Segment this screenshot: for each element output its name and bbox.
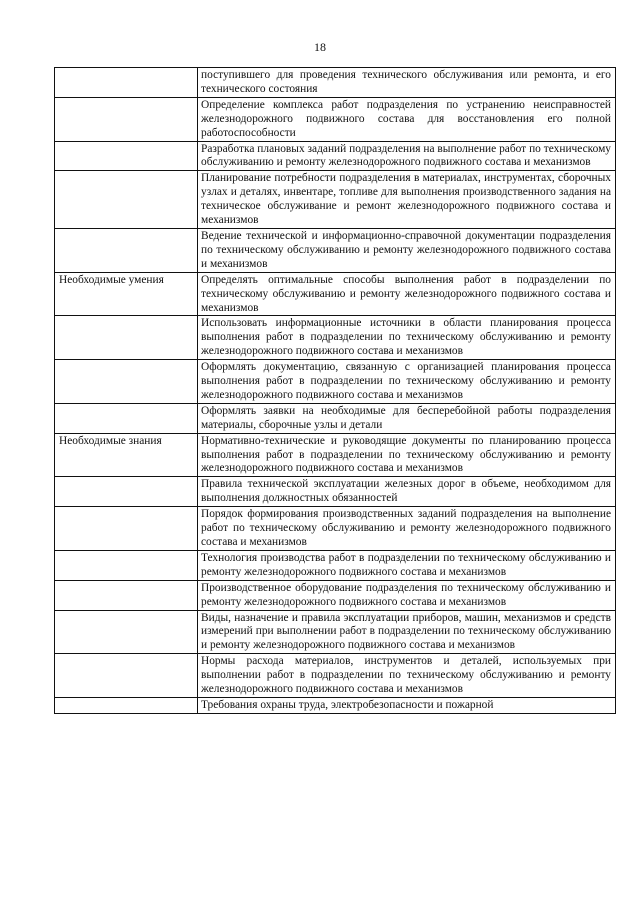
row-label-empty (55, 654, 198, 698)
table-cell-text: Требования охраны труда, электробезопасности и пожарной (198, 697, 616, 713)
table-row (55, 580, 616, 610)
table-row (55, 403, 616, 433)
row-label-empty (55, 316, 198, 360)
row-label-empty (55, 507, 198, 551)
table-row (55, 316, 616, 360)
row-label-empty (55, 68, 198, 98)
section-label-skills: Необходимые умения (55, 272, 198, 316)
table-cell-text: Нормы расхода материалов, инструментов и деталей, используемых при выполнении работ в подразделении по техническому обслуживанию и ремонту железнодорожного подвижного состава и механизмов (198, 654, 616, 698)
table-cell-text: Правила технической эксплуатации железных дорог в объеме, необходимом для выполнения должностных обязанностей (198, 477, 616, 507)
table-row (55, 654, 616, 698)
row-label-empty (55, 550, 198, 580)
row-label-empty (55, 171, 198, 229)
table-cell-text: Виды, назначение и правила эксплуатации приборов, машин, механизмов и средств измерений при выполнении работ в подразделении по техническому обслуживанию и ремонту железнодорожного подвижного состава и механизмов (198, 610, 616, 654)
table-cell-text: Разработка плановых заданий подразделения на выполнение работ по техническому обслуживанию и ремонту железнодорожного подвижного состава и механизмов (198, 141, 616, 171)
page-number: 18 (314, 40, 326, 54)
row-label-empty (55, 610, 198, 654)
row-label-empty (55, 97, 198, 141)
table-row (55, 272, 616, 316)
table-row (55, 507, 616, 551)
table-cell-text: Нормативно-технические и руководящие документы по планированию процесса выполнения работ в подразделении по техническому обслуживанию и ремонту железнодорожного подвижного состава и механизмов (198, 433, 616, 477)
row-label-empty (55, 697, 198, 713)
section-label-knowledge: Необходимые знания (55, 433, 198, 477)
table-row (55, 97, 616, 141)
table-cell-text: Технология производства работ в подразделении по техническому обслуживанию и ремонту железнодорожного подвижного состава и механизмов (198, 550, 616, 580)
table-row (55, 360, 616, 404)
row-label-empty (55, 228, 198, 272)
table-cell-text: поступившего для проведения технического обслуживания или ремонта, и его технического состояния (198, 68, 616, 98)
table-cell-text: Определение комплекса работ подразделения по устранению неисправностей железнодорожного подвижного состава для восстановления его полной работоспособности (198, 97, 616, 141)
table-row (55, 550, 616, 580)
row-label-empty (55, 360, 198, 404)
table-row (55, 68, 616, 98)
competency-table (54, 67, 616, 714)
row-label-empty (55, 141, 198, 171)
table-cell-text: Производственное оборудование подразделения по техническому обслуживанию и ремонту железнодорожного подвижного состава и механизмов (198, 580, 616, 610)
table-row (55, 610, 616, 654)
table-cell-text: Определять оптимальные способы выполнения работ в подразделении по техническому обслуживанию и ремонту железнодорожного подвижного состава и механизмов (198, 272, 616, 316)
table-cell-text: Оформлять документацию, связанную с организацией планирования процесса выполнения работ в подразделении по техническому обслуживанию и ремонту железнодорожного подвижного состава и механизмов (198, 360, 616, 404)
table-cell-text: Порядок формирования производственных заданий подразделения на выполнение работ по техническому обслуживанию и ремонту железнодорожного подвижного состава и механизмов (198, 507, 616, 551)
row-label-empty (55, 403, 198, 433)
table-row (55, 477, 616, 507)
row-label-empty (55, 477, 198, 507)
table-cell-text: Оформлять заявки на необходимые для бесперебойной работы подразделения материалы, сборочные узлы и детали (198, 403, 616, 433)
table-row (55, 141, 616, 171)
table-row (55, 228, 616, 272)
table-row (55, 697, 616, 713)
table-cell-text: Использовать информационные источники в области планирования процесса выполнения работ в подразделении по техническому обслуживанию и ремонту железнодорожного подвижного состава и механизмов (198, 316, 616, 360)
table-cell-text: Ведение технической и информационно-справочной документации подразделения по техническому обслуживанию и ремонту железнодорожного подвижного состава и механизмов (198, 228, 616, 272)
table-row (55, 171, 616, 229)
table-cell-text: Планирование потребности подразделения в материалах, инструментах, сборочных узлах и деталях, инвентаре, топливе для выполнения производственного задания на техническое обслуживание и ремонт железнодорожного подвижного состава и механизмов (198, 171, 616, 229)
table-row (55, 433, 616, 477)
row-label-empty (55, 580, 198, 610)
